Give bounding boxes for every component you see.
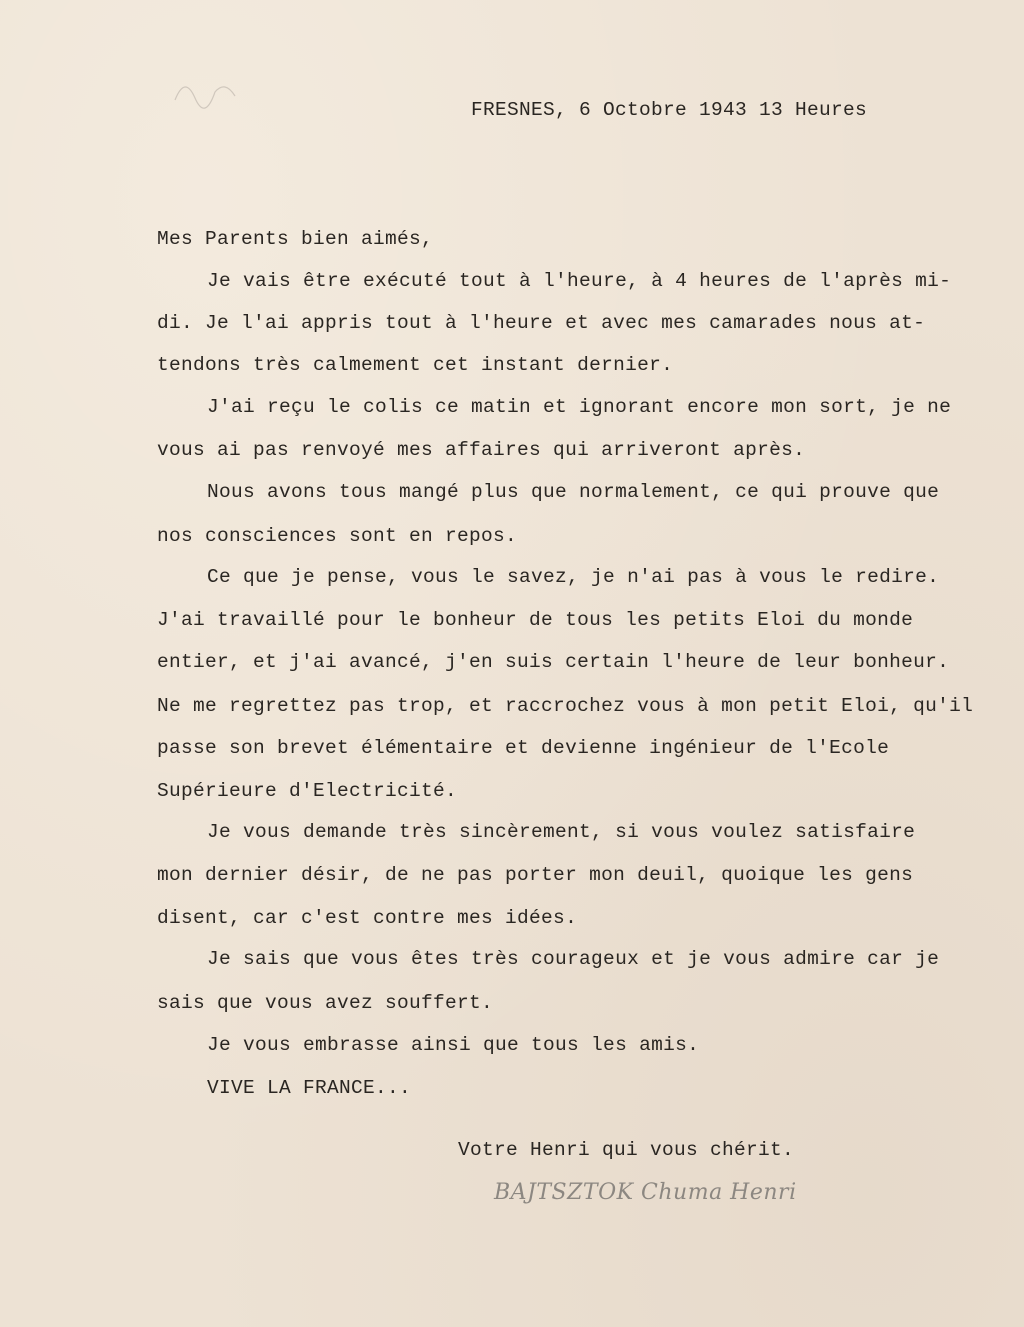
letter-line: sais que vous avez souffert. xyxy=(157,992,494,1014)
letter-line: di. Je l'ai appris tout à l'heure et avec mes camarades nous at- xyxy=(157,312,926,334)
letter-line: Ne me regrettez pas trop, et raccrochez vous à mon petit Eloi, qu'il xyxy=(157,695,974,717)
letter-header: FRESNES, 6 Octobre 1943 13 Heures xyxy=(471,99,868,121)
handwritten-signature: BAJTSZTOK Chuma Henri xyxy=(494,1180,797,1205)
letter-line: VIVE LA FRANCE... xyxy=(207,1077,412,1099)
letter-line: J'ai reçu le colis ce matin et ignorant encore mon sort, je ne xyxy=(207,396,952,418)
letter-line: Nous avons tous mangé plus que normalement, ce qui prouve que xyxy=(207,481,940,503)
letter-line: Je vais être exécuté tout à l'heure, à 4 heures de l'après mi- xyxy=(207,270,952,292)
letter-line: passe son brevet élémentaire et devienne ingénieur de l'Ecole xyxy=(157,737,890,759)
letter-line: Je sais que vous êtes très courageux et je vous admire car je xyxy=(207,948,940,970)
letter-line: J'ai travaillé pour le bonheur de tous les petits Eloi du monde xyxy=(157,609,914,631)
letter-line: vous ai pas renvoyé mes affaires qui arriveront après. xyxy=(157,439,806,461)
letter-line: nos consciences sont en repos. xyxy=(157,525,518,547)
letter-closing: Votre Henri qui vous chérit. xyxy=(458,1139,795,1161)
letter-line: tendons très calmement cet instant dernier. xyxy=(157,354,674,376)
letter-line: disent, car c'est contre mes idées. xyxy=(157,907,578,929)
letter-line: mon dernier désir, de ne pas porter mon deuil, quoique les gens xyxy=(157,864,914,886)
letter-line: entier, et j'ai avancé, j'en suis certain l'heure de leur bonheur. xyxy=(157,651,950,673)
faint-pencil-mark xyxy=(170,70,240,110)
letter-line: Je vous embrasse ainsi que tous les amis. xyxy=(207,1034,700,1056)
letter-line: Je vous demande très sincèrement, si vous voulez satisfaire xyxy=(207,821,916,843)
letter-line: Ce que je pense, vous le savez, je n'ai pas à vous le redire. xyxy=(207,566,940,588)
letter-salutation: Mes Parents bien aimés, xyxy=(157,228,434,250)
letter-line: Supérieure d'Electricité. xyxy=(157,780,458,802)
